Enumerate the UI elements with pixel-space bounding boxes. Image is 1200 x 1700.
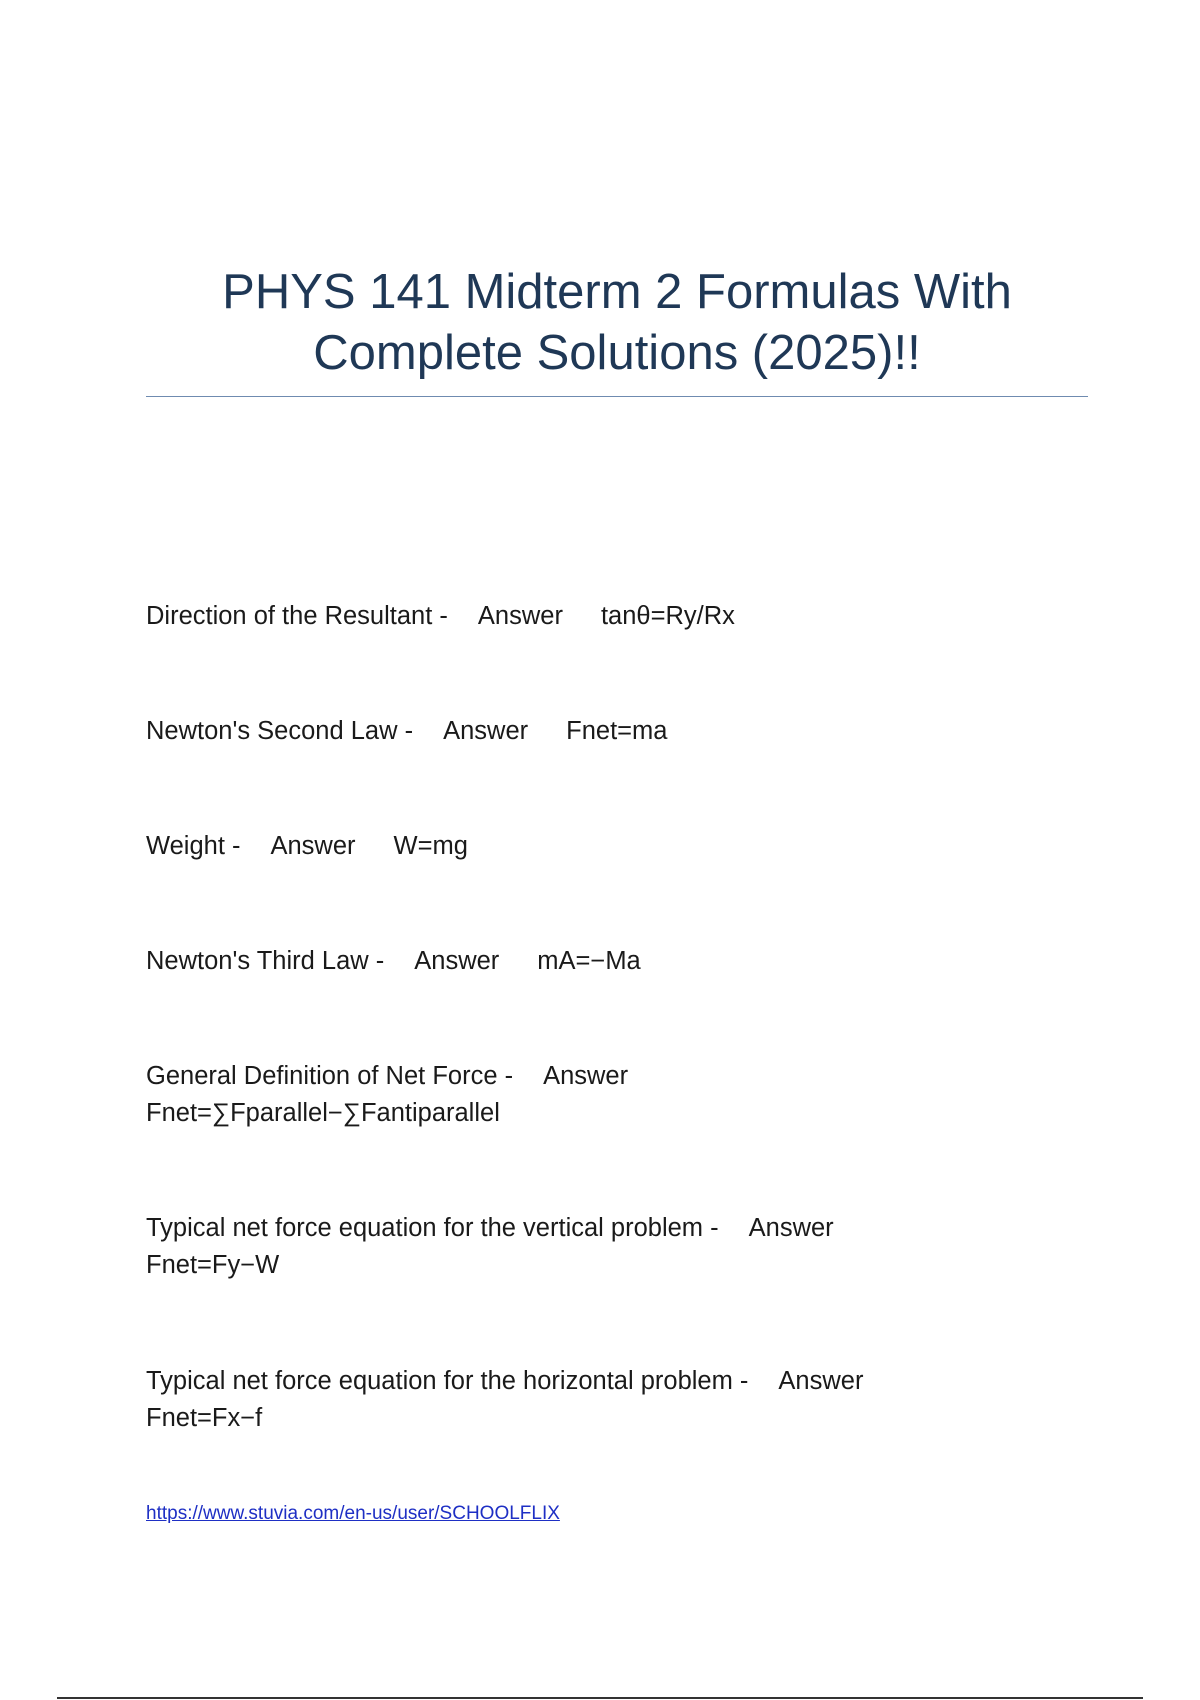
answer-text: Fnet=Fx−f xyxy=(146,1404,263,1432)
answer-label: Answer xyxy=(543,1062,629,1090)
question-text: Newton's Third Law - xyxy=(146,947,385,975)
question-text: Typical net force equation for the vertical problem - xyxy=(146,1214,719,1242)
title-block xyxy=(146,262,1088,384)
footer-divider xyxy=(57,1697,1143,1699)
answer-label: Answer xyxy=(270,832,356,860)
question-text: Weight - xyxy=(146,832,241,860)
title-divider xyxy=(146,396,1088,397)
answer-text: W=mg xyxy=(393,832,468,860)
qa-item xyxy=(146,828,468,865)
qa-item xyxy=(146,1210,834,1284)
answer-text: Fnet=ma xyxy=(566,717,668,745)
question-text: Direction of the Resultant - xyxy=(146,602,448,630)
source-link[interactable]: https://www.stuvia.com/en-us/user/SCHOOLFLIX xyxy=(146,1503,560,1524)
answer-label: Answer xyxy=(748,1214,834,1242)
answer-text: Fnet=Fy−W xyxy=(146,1251,280,1279)
answer-text: mA=−Ma xyxy=(537,947,641,975)
answer-label: Answer xyxy=(443,717,529,745)
qa-item xyxy=(146,943,641,980)
qa-item xyxy=(146,1058,628,1132)
answer-label: Answer xyxy=(477,602,563,630)
title-line-2: Complete Solutions (2025)!! xyxy=(313,326,921,380)
question-text: General Definition of Net Force - xyxy=(146,1062,514,1090)
question-text: Newton's Second Law - xyxy=(146,717,414,745)
answer-label: Answer xyxy=(778,1367,864,1395)
qa-item xyxy=(146,1363,863,1437)
answer-text: tanθ=Ry/Rx xyxy=(600,602,735,630)
answer-text: Fnet=∑Fparallel−∑Fantiparallel xyxy=(146,1099,500,1127)
question-text: Typical net force equation for the horizontal problem - xyxy=(146,1367,749,1395)
qa-item xyxy=(146,598,735,635)
answer-label: Answer xyxy=(414,947,500,975)
title-line-1: PHYS 141 Midterm 2 Formulas With xyxy=(222,265,1012,319)
document-title xyxy=(146,262,1088,384)
qa-item xyxy=(146,713,667,750)
